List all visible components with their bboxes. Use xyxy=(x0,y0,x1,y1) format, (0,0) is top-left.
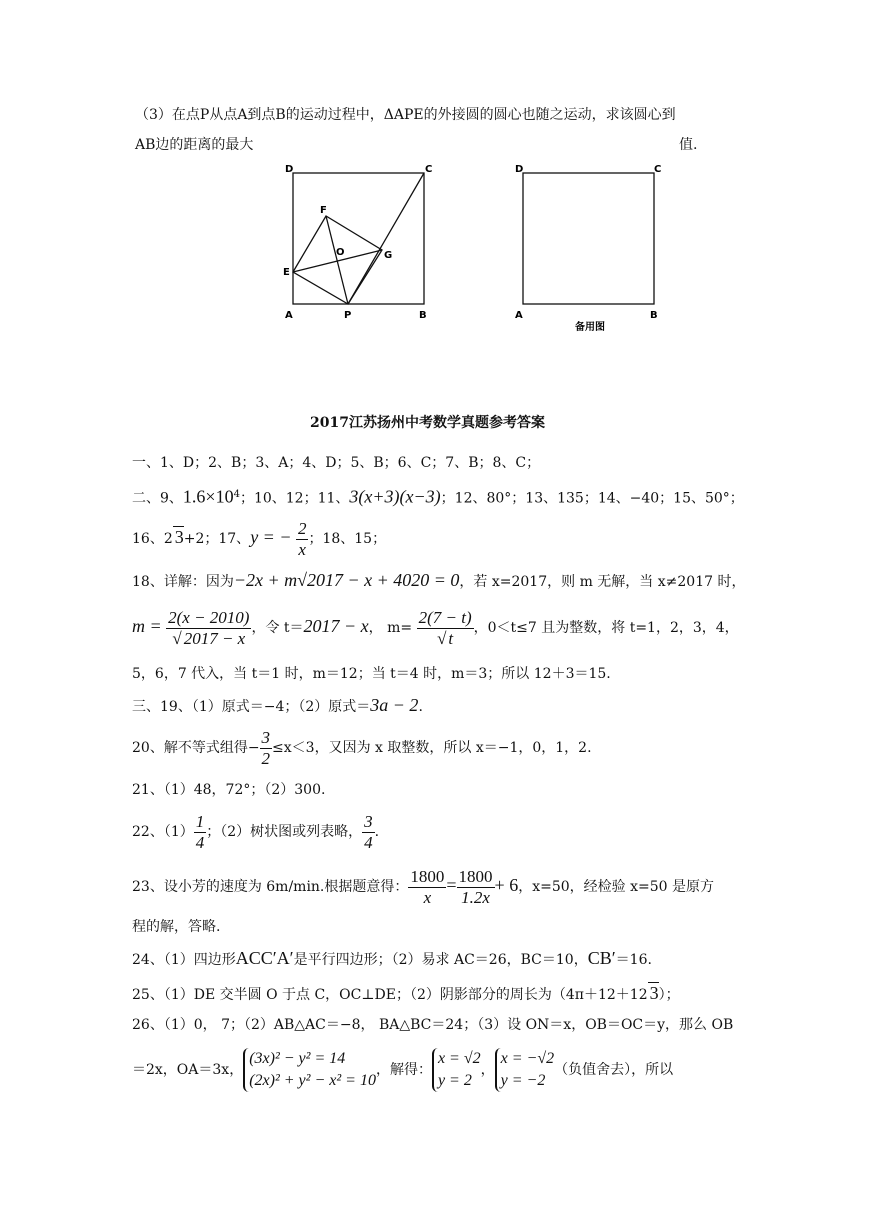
l13-b: 是平行四边形；（2）易求 AC＝26，BC＝10， xyxy=(293,952,588,968)
l16-a: ＝2x，OA＝3x， xyxy=(132,1062,244,1078)
fig1-label-a: A xyxy=(285,310,293,321)
l10-num2: 3 xyxy=(364,811,373,831)
answer-line-7 xyxy=(132,695,423,717)
l10-num: 1 xyxy=(195,811,205,831)
l3-den: x xyxy=(298,539,306,559)
l11-den2: 1.2x xyxy=(461,887,490,907)
answer-line-14 xyxy=(132,983,680,1005)
l16-r2: y = 2 xyxy=(437,1072,472,1089)
answer-line-15: 26、（1）0， 7；（2）AB△AC＝−8， BA△BC＝24；（3）设 ON＝x，OB＝OC＝y，那么 OB xyxy=(132,1017,734,1033)
l3-a: 16、2 xyxy=(132,531,173,547)
l5-frac1 xyxy=(166,608,251,649)
l8-a: 20、解不等式组得− xyxy=(132,740,260,756)
answer-line-12: 程的解，答略. xyxy=(132,919,221,935)
l14-b: ）； xyxy=(658,987,680,1003)
problem-3-line2 xyxy=(135,135,253,155)
answer-line-6: 5，6，7 代入，当 t＝1 时，m＝12；当 t＝4 时，m＝3；所以 12＋3＝15. xyxy=(132,666,611,682)
fig2-label-b: B xyxy=(650,310,658,321)
answer-line-13 xyxy=(132,948,652,970)
l3-b: +2；17、 xyxy=(183,531,251,547)
l5-den2-text: t xyxy=(448,628,454,648)
answer-line-8 xyxy=(132,726,592,770)
l16-b: ，解得： xyxy=(375,1062,432,1078)
answer-title: 2017江苏扬州中考数学真题参考答案 xyxy=(310,415,545,431)
l10-c: . xyxy=(374,824,380,840)
l2-sup: 4 xyxy=(233,489,240,500)
fig1-label-d: D xyxy=(285,164,294,175)
l7-b: . xyxy=(418,699,423,715)
l11-a: 23、设小芳的速度为 6m/min.根据题意得： xyxy=(132,879,409,895)
fig2-label-c: C xyxy=(654,164,662,175)
fig1-label-p: P xyxy=(344,310,352,321)
l11-den1: x xyxy=(423,887,432,907)
answer-line-16 xyxy=(132,1045,673,1095)
l10-b: ；（2）树状图或列表略， xyxy=(206,824,363,840)
answer-line-3 xyxy=(132,517,386,560)
fig1-label-o: O xyxy=(336,247,345,258)
l4-math: −2x + m√2017 − x + 4020 = 0 xyxy=(233,570,460,590)
l10-a: 22、（1） xyxy=(132,824,194,840)
fig1-label-c: C xyxy=(425,164,433,175)
answer-line-2 xyxy=(132,485,744,509)
l16-d: （负值舍去），所以 xyxy=(554,1062,674,1078)
answer-line-1: 一、1、D；2、B；3、A；4、D；5、B；6、C；7、B；8、C； xyxy=(132,455,541,471)
l11-eq: = xyxy=(446,875,457,895)
l2-c: ；12、80°；13、135；14、−40；15、50°； xyxy=(440,490,744,507)
l8-den: 2 xyxy=(261,748,271,768)
l10-den2: 4 xyxy=(364,832,373,852)
l11-frac1 xyxy=(408,867,446,908)
l16-r1: x = √2 xyxy=(437,1050,481,1067)
fig2-caption: 备用图 xyxy=(575,322,605,333)
l16-sol1 xyxy=(432,1048,481,1092)
fig1-label-f: F xyxy=(320,205,327,216)
l11-b: ，x=50，经检验 x=50 是原方 xyxy=(518,879,714,895)
problem-3-line2-end: 值. xyxy=(679,137,698,153)
l8-num: 3 xyxy=(261,727,271,747)
answer-line-10 xyxy=(132,810,379,854)
l4-b: ，若 x=2017，则 m 无解，当 x≠2017 时， xyxy=(459,574,746,590)
fig1-label-g: G xyxy=(384,250,393,261)
answer-line-11 xyxy=(132,862,714,910)
l3-num: 2 xyxy=(297,518,307,538)
geometry-figure-main xyxy=(280,160,440,330)
l7-a: 三、19、（1）原式＝−4；（2）原式＝ xyxy=(132,699,371,715)
answer-line-4 xyxy=(132,570,745,592)
l16-c: ， xyxy=(480,1062,495,1078)
l5-den2: √ t xyxy=(437,628,454,648)
answer-line-5 xyxy=(132,603,739,651)
l14-a: 25、（1）DE 交半圆 O 于点 C，OC⊥DE；（2）阴影部分的周长为（4π＋12＋12 xyxy=(132,987,648,1003)
l13-math: ACC′A′ xyxy=(235,948,294,968)
l3-frac xyxy=(296,519,309,560)
l5-num: 2(x − 2010) xyxy=(168,607,250,627)
l5-b: ， m= xyxy=(368,620,413,636)
l5-num2: 2(7 − t) xyxy=(418,607,472,627)
l11-plus: + 6 xyxy=(494,875,519,895)
l11-num1: 1800 xyxy=(410,866,445,886)
l5-a: ，令 t＝ xyxy=(251,620,304,636)
l5-frac2 xyxy=(417,608,474,649)
l14-sqrt: 3 xyxy=(649,983,659,1003)
l5-c: ，0＜t≤7 且为整数，将 t=1，2，3，4， xyxy=(473,620,739,636)
problem-3-line1: （3）在点P从点A到点B的运动过程中，ΔAPE的外接圆的圆心也随之运动，求该圆心到 xyxy=(135,107,676,123)
l7-math: 3a − 2 xyxy=(370,695,419,715)
l16-eq1: (3x)² − y² = 14 xyxy=(249,1050,346,1067)
l16-sol2 xyxy=(495,1048,554,1092)
l10-frac2 xyxy=(362,812,375,853)
l10-den: 4 xyxy=(195,832,205,852)
l8-b: ≤x＜3，又因为 x 取整数，所以 x＝−1，0，1，2. xyxy=(272,740,592,756)
l2-b: ；10、12；11、 xyxy=(239,490,350,507)
fig1-label-b: B xyxy=(419,310,427,321)
answer-line-9: 21、（1）48，72°；（2）300. xyxy=(132,782,326,798)
l2-math2: 3(x+3)(x−3) xyxy=(349,486,441,507)
l16-r3: x = −√2 xyxy=(500,1050,555,1067)
l16-eq2: (2x)² + y² − x² = 10 xyxy=(249,1072,376,1089)
fig2-label-a: A xyxy=(515,310,523,321)
l5-den: √ 2017 − x xyxy=(172,628,246,648)
l16-r4: y = −2 xyxy=(500,1072,546,1089)
l11-num2: 1800 xyxy=(458,866,493,886)
l13-a: 24、（1）四边形 xyxy=(132,952,236,968)
l10-frac1 xyxy=(194,812,207,853)
l2-math1: 1.6×10 xyxy=(182,486,234,507)
l11-frac2 xyxy=(457,867,495,908)
geometry-figure-spare xyxy=(510,160,670,335)
l5-t: 2017 − x xyxy=(303,616,369,636)
l3-sqrt: 3 xyxy=(174,527,184,547)
l2-a: 二、9、 xyxy=(132,490,183,507)
fig2-label-d: D xyxy=(515,164,524,175)
l16-system xyxy=(243,1048,376,1092)
fig1-label-e: E xyxy=(283,267,290,278)
l8-frac xyxy=(260,728,273,769)
l4-a: 18、详解：因为 xyxy=(132,574,234,590)
l5-den-text: 2017 − x xyxy=(183,628,246,648)
l13-math2: CB′ xyxy=(587,948,616,968)
problem-3-text-a: AB边的距离的最大 xyxy=(135,137,254,153)
l3-y: y = − xyxy=(250,527,292,547)
l5-m: m = xyxy=(132,616,162,636)
l13-c: ＝16. xyxy=(615,952,652,968)
l3-c: ；18、15； xyxy=(308,531,387,547)
